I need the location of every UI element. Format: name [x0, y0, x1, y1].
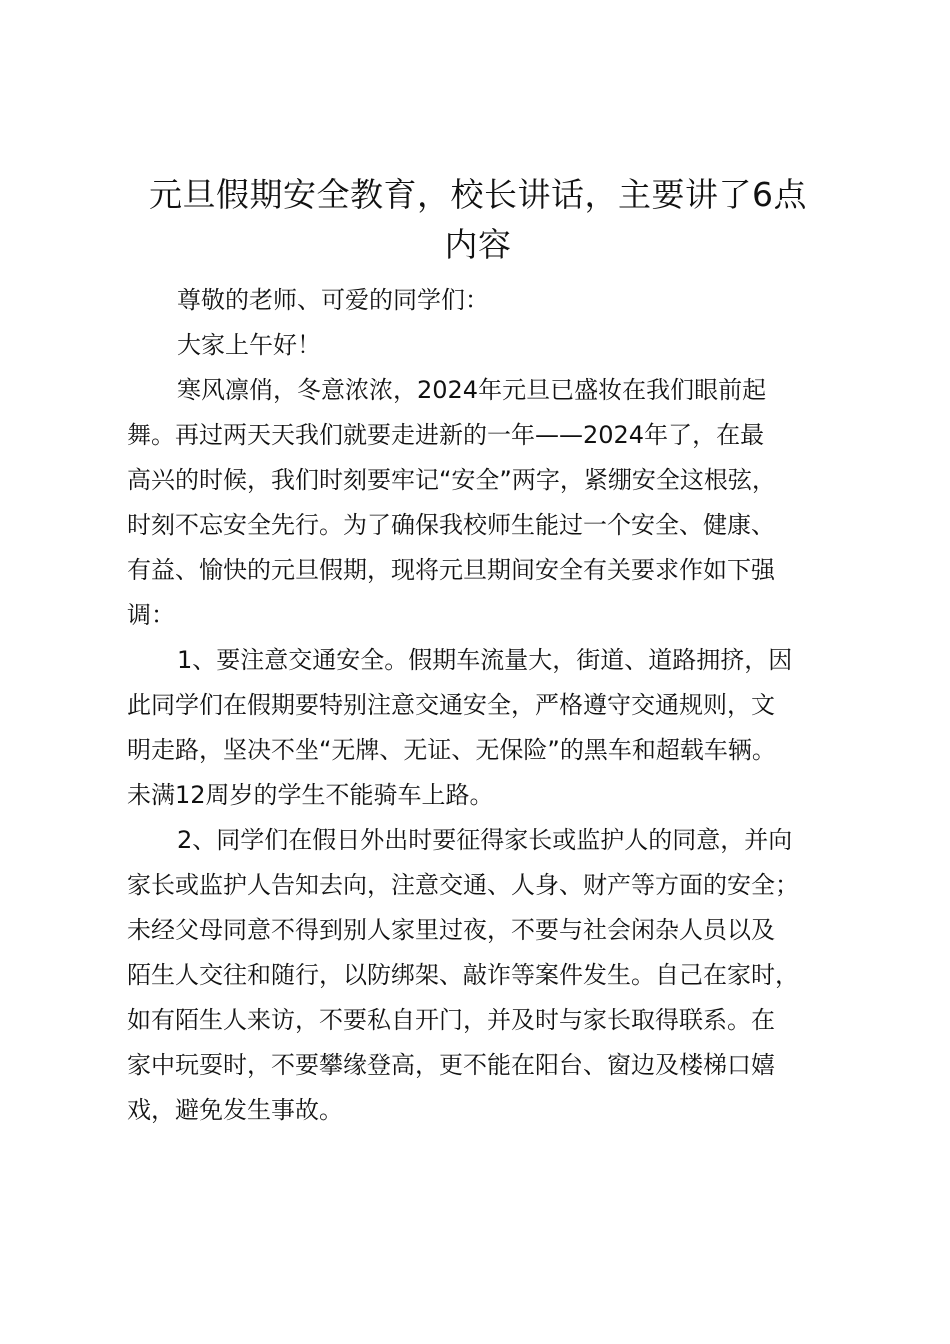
paragraph-point-2: [127, 818, 857, 1133]
paragraph-line: 家长或监护人告知去向，注意交通、人身、财产等方面的安全；: [127, 871, 799, 899]
paragraph-line: 未经父母同意不得到别人家里过夜，不要与社会闲杂人员以及: [127, 916, 775, 944]
paragraph-line: 舞。再过两天天我们就要走进新的一年——2024年了，在最: [127, 421, 765, 449]
paragraph-line: 时刻不忘安全先行。为了确保我校师生能过一个安全、健康、: [127, 511, 775, 539]
paragraph-line: 陌生人交往和随行，以防绑架、敲诈等案件发生。自己在家时，: [127, 961, 799, 989]
paragraph-line: 1、要注意交通安全。假期车流量大，街道、道路拥挤，因: [177, 646, 793, 674]
title-line-2: 内容: [444, 225, 512, 264]
paragraph-line: 未满12周岁的学生不能骑车上路。: [127, 781, 494, 809]
document-body: [127, 278, 857, 1133]
paragraph-intro: [127, 368, 857, 638]
paragraph-point-1: [127, 638, 857, 818]
paragraph-line: 有益、愉快的元旦假期，现将元旦期间安全有关要求作如下强: [127, 556, 775, 584]
greeting: 大家上午好！: [177, 331, 321, 359]
paragraph-line: 家中玩耍时，不要攀缘登高，更不能在阳台、窗边及楼梯口嬉: [127, 1051, 775, 1079]
paragraph-line: 2、同学们在假日外出时要征得家长或监护人的同意，并向: [177, 826, 793, 854]
paragraph-line: 明走路，坚决不坐“无牌、无证、无保险”的黑车和超载车辆。: [127, 736, 776, 764]
title-line-1: 元旦假期安全教育，校长讲话，主要讲了6点: [149, 175, 807, 214]
paragraph-line: 戏，避免发生事故。: [127, 1096, 343, 1124]
paragraph-line: 高兴的时候，我们时刻要牢记“安全”两字，紧绷安全这根弦，: [127, 466, 776, 494]
paragraph-line: 如有陌生人来访，不要私自开门，并及时与家长取得联系。在: [127, 1006, 775, 1034]
document-title: [120, 170, 836, 270]
paragraph-line: 寒风凛俏，冬意浓浓，2024年元旦已盛妆在我们眼前起: [177, 376, 767, 404]
paragraph-line: 调：: [127, 601, 175, 629]
paragraph-line: 此同学们在假期要特别注意交通安全，严格遵守交通规则，文: [127, 691, 775, 719]
salutation: 尊敬的老师、可爱的同学们：: [177, 286, 489, 314]
